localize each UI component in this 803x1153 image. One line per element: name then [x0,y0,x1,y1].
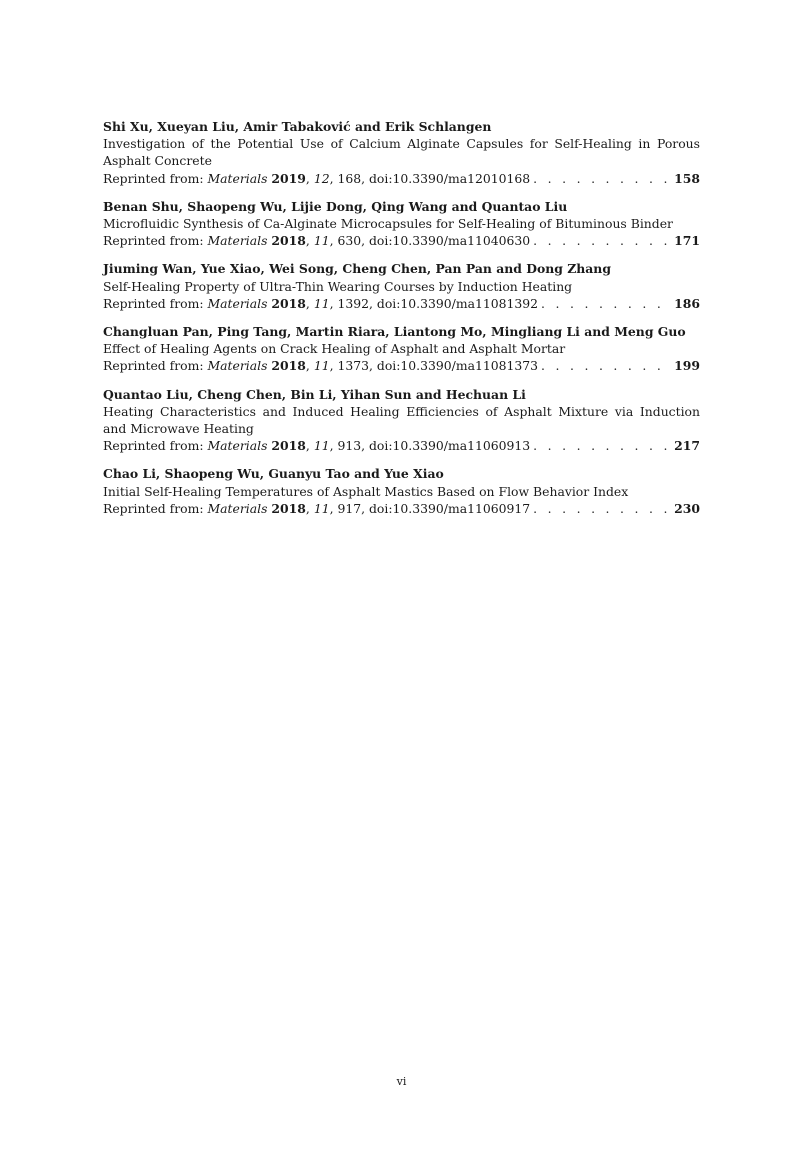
entry-page-number: 230 [674,500,700,516]
citation-rest: , 1392, doi:10.3390/ma11081392 [329,295,539,311]
entry-title: Heating Characteristics and Induced Healing Efficiencies of Asphalt Mixture via Induction and Microwave Heating [103,403,700,437]
citation-journal: Materials [207,295,268,311]
entry-authors: Jiuming Wan, Yue Xiao, Wei Song, Cheng Chen, Pan Pan and Dong Zhang [103,261,611,277]
citation-year: 2018 [271,438,306,454]
toc-entry [103,260,700,312]
toc-entry [103,465,700,517]
entry-citation-line [103,295,700,312]
entry-authors: Changluan Pan, Ping Tang, Martin Riara, Liantong Mo, Mingliang Li and Meng Guo [103,324,686,340]
citation-year: 2018 [271,295,306,311]
dot-leader [538,295,672,312]
citation-volume: 11 [313,438,330,454]
entry-authors: Benan Shu, Shaopeng Wu, Lijie Dong, Qing Wang and Quantao Liu [103,198,568,214]
citation-rest: , 917, doi:10.3390/ma11060917 [329,500,531,516]
citation-rest: , 913, doi:10.3390/ma11060913 [329,438,531,454]
citation-volume: 12 [313,170,330,186]
entry-citation-line [103,500,700,517]
citation-volume: 11 [313,500,330,516]
citation-year: 2018 [271,358,306,374]
toc-entry [103,118,700,187]
entry-title: Effect of Healing Agents on Crack Healing of Asphalt and Asphalt Mortar [103,341,566,357]
entry-page-number: 217 [674,438,700,454]
toc-entry [103,386,700,455]
entry-citation: Reprinted from: Materials 2018, 11, 1373, doi:10.3390/ma11081373 [103,358,539,374]
entry-page-number: 158 [674,170,700,186]
citation-volume: 11 [313,295,330,311]
citation-journal: Materials [207,500,268,516]
toc-entry [103,198,700,250]
entry-citation: Reprinted from: Materials 2018, 11, 630, doi:10.3390/ma11040630 [103,233,531,249]
entry-authors: Chao Li, Shaopeng Wu, Guanyu Tao and Yue Xiao [103,466,444,482]
entry-citation-line [103,232,700,249]
page-number: vi [396,1075,407,1088]
citation-journal: Materials [207,170,268,186]
entry-page-number: 199 [674,358,700,374]
entry-citation-line [103,437,700,454]
citation-prefix: Reprinted from: [103,295,208,311]
citation-volume: 11 [313,358,330,374]
citation-volume: 11 [313,233,330,249]
dot-leader [530,500,672,517]
entry-authors: Shi Xu, Xueyan Liu, Amir Tabaković and Erik Schlangen [103,119,492,134]
toc-entry [103,323,700,375]
entry-citation: Reprinted from: Materials 2018, 11, 917, doi:10.3390/ma11060917 [103,500,531,516]
citation-journal: Materials [207,358,268,374]
citation-prefix: Reprinted from: [103,438,208,454]
citation-prefix: Reprinted from: [103,233,208,249]
citation-prefix: Reprinted from: [103,358,208,374]
entry-title: Self-Healing Property of Ultra-Thin Wearing Courses by Induction Heating [103,278,573,294]
entry-title: Investigation of the Potential Use of Calcium Alginate Capsules for Self-Healing in Porous Asphalt Concrete [103,136,700,169]
entry-authors: Quantao Liu, Cheng Chen, Bin Li, Yihan Sun and Hechuan Li [103,386,526,402]
citation-journal: Materials [207,438,268,454]
entry-title: Initial Self-Healing Temperatures of Asphalt Mastics Based on Flow Behavior Index [103,483,629,499]
entry-title: Microfluidic Synthesis of Ca-Alginate Microcapsules for Self-Healing of Bituminous Binder [103,216,673,232]
citation-prefix: Reprinted from: [103,500,208,516]
entry-citation: Reprinted from: Materials 2018, 11, 1392, doi:10.3390/ma11081392 [103,295,539,311]
citation-journal: Materials [207,233,268,249]
table-of-contents [103,118,700,528]
dot-leader [538,357,672,374]
citation-rest: , 630, doi:10.3390/ma11040630 [329,233,531,249]
dot-leader [530,232,672,249]
citation-year: 2018 [271,233,306,249]
entry-page-number: 171 [674,233,700,249]
citation-prefix: Reprinted from: [103,170,208,186]
entry-citation-line [103,357,700,374]
citation-rest: , 1373, doi:10.3390/ma11081373 [329,358,539,374]
entry-citation: Reprinted from: Materials 2018, 11, 913, doi:10.3390/ma11060913 [103,438,531,454]
citation-rest: , 168, doi:10.3390/ma12010168 [329,170,531,186]
entry-page-number: 186 [674,295,700,311]
dot-leader [530,437,672,454]
entry-citation: Reprinted from: Materials 2019, 12, 168, doi:10.3390/ma12010168 [103,170,531,186]
citation-year: 2018 [271,500,306,516]
citation-year: 2019 [271,170,306,186]
dot-leader [530,170,672,187]
entry-citation-line [103,170,700,187]
